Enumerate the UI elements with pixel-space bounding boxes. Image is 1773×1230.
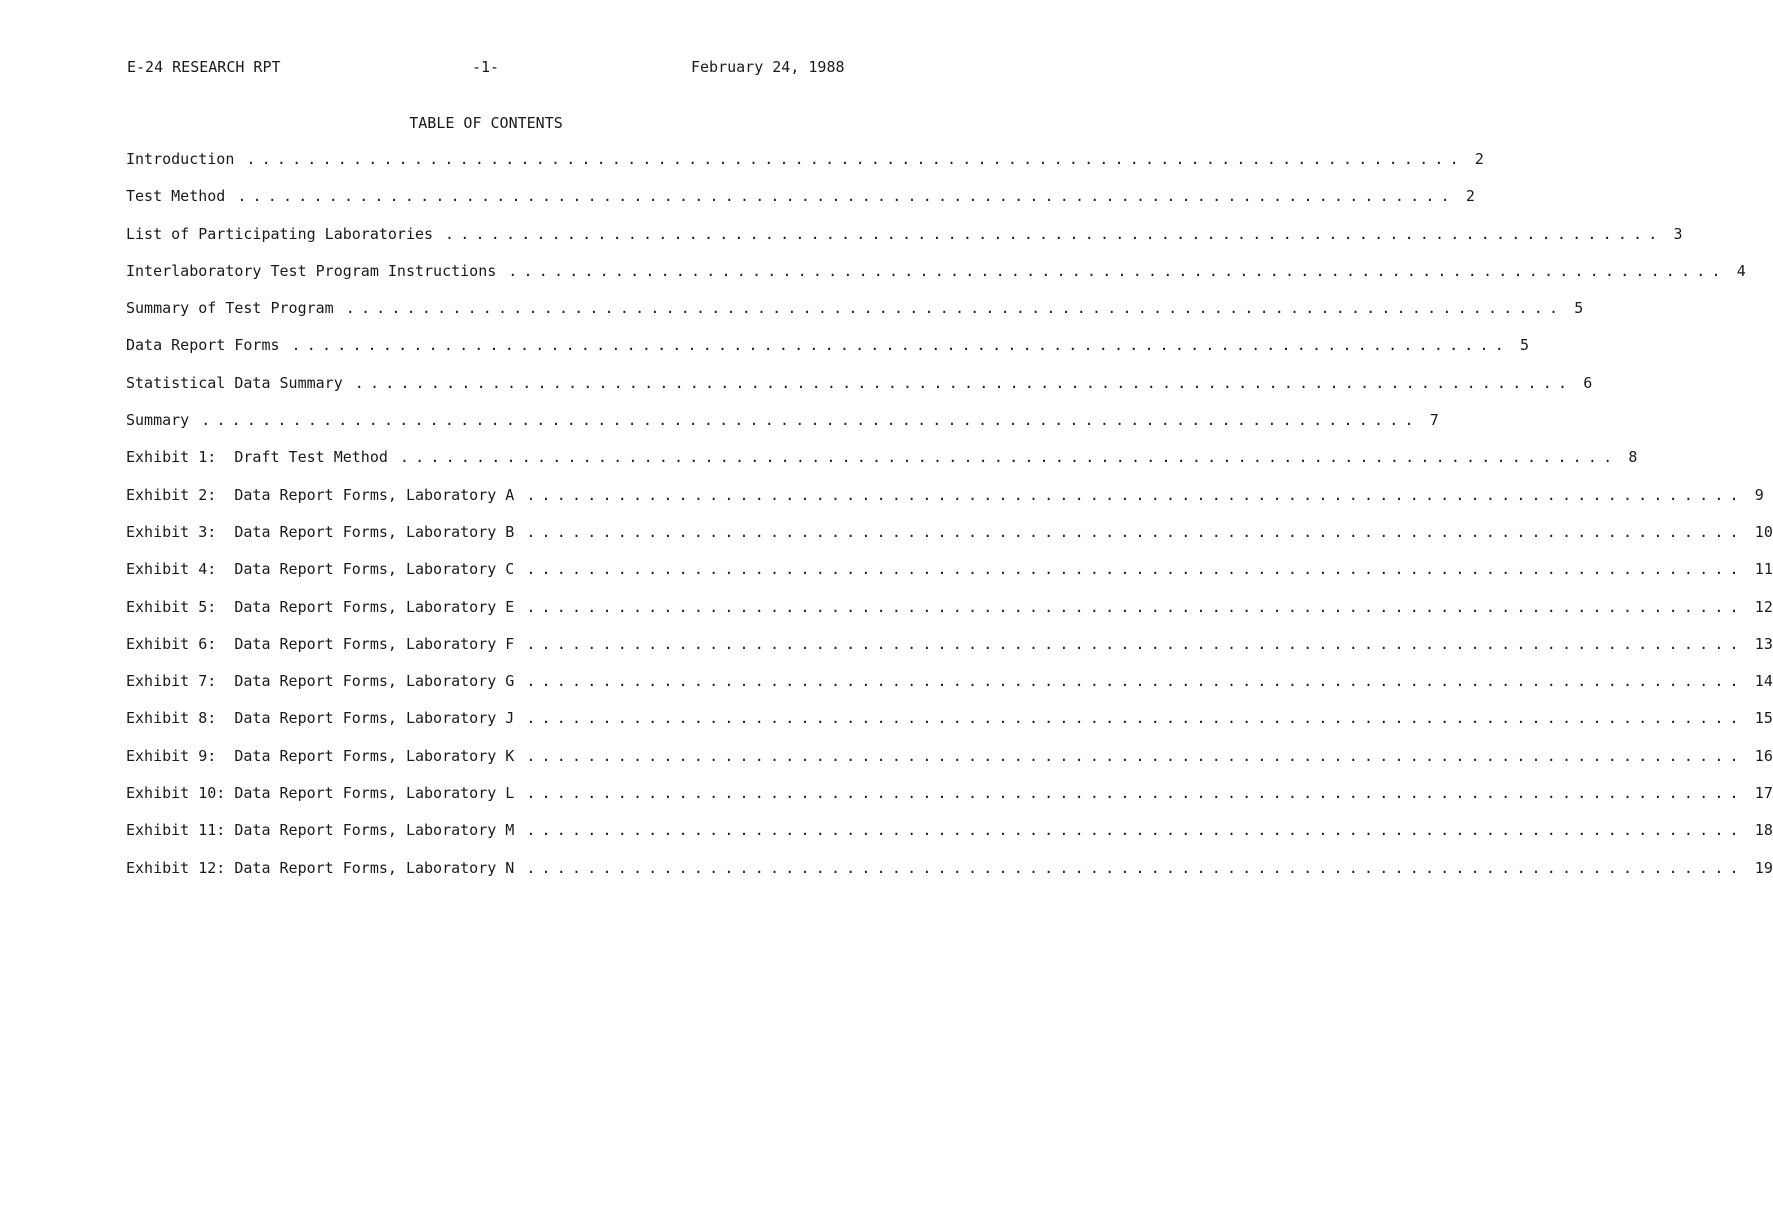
dot-leader: ................................................................................ xyxy=(399,448,1619,467)
toc-entry-label: Statistical Data Summary xyxy=(126,373,343,392)
toc-entry xyxy=(126,672,1773,709)
toc-entry-label: Exhibit 5: Data Report Forms, Laboratory E xyxy=(126,597,515,616)
toc-entry-page: 15 xyxy=(1754,709,1773,728)
dot-leader: ................................................................................ xyxy=(526,672,1745,691)
dot-leader: ................................................................................ xyxy=(526,597,1745,616)
toc-entry xyxy=(126,560,1773,597)
dot-leader: ................................................................................ xyxy=(526,709,1745,728)
toc-title: TABLE OF CONTENTS xyxy=(409,114,563,132)
toc-entry xyxy=(126,784,1773,821)
toc-entry-label: Summary xyxy=(126,411,190,430)
toc-entry-page: 3 xyxy=(1673,224,1683,243)
toc-entry xyxy=(126,261,1746,299)
dot-leader: ................................................................................ xyxy=(246,150,1465,168)
toc-entry xyxy=(126,746,1773,784)
toc-entry-page: 4 xyxy=(1736,261,1746,280)
report-date: February 24, 1988 xyxy=(691,58,845,76)
toc-entry-label: Introduction xyxy=(126,150,235,168)
toc-entry xyxy=(126,448,1638,485)
dot-leader: ................................................................................ xyxy=(526,485,1745,504)
toc-entry xyxy=(126,821,1773,858)
toc-entry xyxy=(126,187,1475,224)
dot-leader: ................................................................................ xyxy=(237,187,1456,206)
toc-entry-label: Exhibit 9: Data Report Forms, Laboratory K xyxy=(126,746,515,765)
toc-entry-label: Exhibit 7: Data Report Forms, Laboratory G xyxy=(126,672,515,691)
dot-leader: ................................................................................ xyxy=(291,336,1510,355)
toc-entry xyxy=(126,597,1773,635)
dot-leader: ................................................................................ xyxy=(526,634,1745,653)
toc-entry-page: 7 xyxy=(1429,411,1439,430)
toc-entry-label: Exhibit 10: Data Report Forms, Laboratory L xyxy=(126,784,515,803)
toc-entry-page: 9 xyxy=(1754,485,1764,504)
toc-list xyxy=(126,150,1773,896)
page-number: -1- xyxy=(472,58,500,76)
toc-entry-page: 6 xyxy=(1583,373,1593,392)
toc-entry xyxy=(126,858,1773,896)
toc-entry-page: 5 xyxy=(1520,336,1530,355)
dot-leader: ................................................................................ xyxy=(526,784,1745,803)
dot-leader: ................................................................................ xyxy=(345,299,1565,318)
toc-entry-page: 18 xyxy=(1754,821,1773,840)
dot-leader: ................................................................................ xyxy=(508,261,1727,280)
toc-entry xyxy=(126,485,1764,523)
dot-leader: ................................................................................ xyxy=(445,224,1664,243)
toc-entry-label: Test Method xyxy=(126,187,226,206)
toc-entry-page: 13 xyxy=(1754,634,1773,653)
toc-entry-page: 11 xyxy=(1754,560,1773,579)
toc-entry-page: 10 xyxy=(1754,522,1773,541)
dot-leader: ................................................................................ xyxy=(201,411,1420,430)
toc-entry-label: Exhibit 4: Data Report Forms, Laboratory C xyxy=(126,560,515,579)
toc-entry-page: 17 xyxy=(1754,784,1773,803)
toc-entry-label: Interlaboratory Test Program Instructions xyxy=(126,261,497,280)
toc-entry-page: 16 xyxy=(1754,746,1773,765)
toc-entry xyxy=(126,522,1773,560)
toc-entry xyxy=(126,373,1593,411)
toc-entry xyxy=(126,411,1439,448)
toc-entry-page: 19 xyxy=(1754,858,1773,877)
toc-entry-page: 8 xyxy=(1628,448,1638,467)
dot-leader: ................................................................................ xyxy=(526,522,1745,541)
toc-entry-label: Summary of Test Program xyxy=(126,299,334,318)
toc-entry xyxy=(126,336,1530,373)
toc-entry xyxy=(126,634,1773,672)
toc-entry-page: 2 xyxy=(1465,187,1475,206)
report-id: E-24 RESEARCH RPT xyxy=(127,58,281,76)
toc-entry-page: 5 xyxy=(1574,299,1584,318)
toc-entry xyxy=(126,299,1584,336)
toc-entry xyxy=(126,150,1484,187)
toc-entry-label: Exhibit 8: Data Report Forms, Laboratory J xyxy=(126,709,515,728)
toc-entry-label: Exhibit 6: Data Report Forms, Laboratory F xyxy=(126,634,515,653)
dot-leader: ................................................................................ xyxy=(526,858,1745,877)
dot-leader: ................................................................................ xyxy=(526,746,1745,765)
toc-entry-page: 14 xyxy=(1754,672,1773,691)
toc-entry-label: Exhibit 1: Draft Test Method xyxy=(126,448,388,467)
toc-entry-label: Exhibit 2: Data Report Forms, Laboratory A xyxy=(126,485,515,504)
toc-entry-label: Exhibit 12: Data Report Forms, Laboratory N xyxy=(126,858,515,877)
toc-entry-page: 2 xyxy=(1474,150,1484,168)
toc-entry-label: Exhibit 11: Data Report Forms, Laboratory M xyxy=(126,821,515,840)
toc-entry-label: List of Participating Laboratories xyxy=(126,224,434,243)
toc-entry-label: Data Report Forms xyxy=(126,336,280,355)
toc-entry-label: Exhibit 3: Data Report Forms, Laboratory B xyxy=(126,522,515,541)
toc-entry xyxy=(126,709,1773,746)
dot-leader: ................................................................................ xyxy=(526,560,1745,579)
toc-entry xyxy=(126,224,1683,262)
toc-entry-page: 12 xyxy=(1754,597,1773,616)
dot-leader: ................................................................................ xyxy=(526,821,1745,840)
dot-leader: ................................................................................ xyxy=(354,373,1574,392)
